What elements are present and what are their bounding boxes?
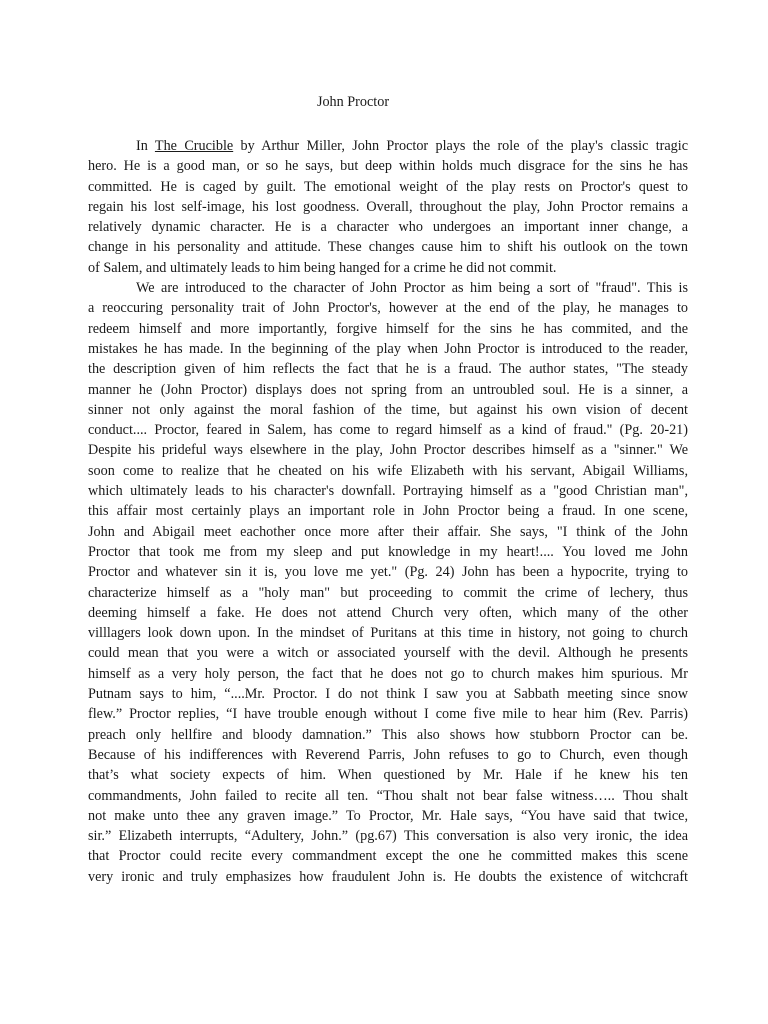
page-title: John Proctor [316,94,390,110]
text-line: that’s what society expects of him. When questioned by Mr. Hale if he knew his ten [88,767,688,784]
text-line: John and Abigail meet eachother once more after their affair. She says, "I think of the John [88,523,688,540]
text-line: sinner not only against the moral fashion of the time, but against his own vision of decent [88,401,688,418]
text-line: the description given of him reflects the fact that he is a fraud. The author states, "The steady [88,361,688,378]
text-line: manner he (John Proctor) displays does not spring from an untroubled soul. He is a sinner, a [88,381,688,398]
text-line: We are introduced to the character of John Proctor as him being a sort of "fraud". This is [136,280,688,297]
text-line: of Salem, and ultimately leads to him being hanged for a crime he did not commit. [88,259,557,276]
text-fragment: In [136,138,155,154]
text-line: hero. He is a good man, or so he says, but deep within holds much disgrace for the sins he has [88,158,688,175]
text-line: that Proctor could recite every commandment except the one he committed makes this scene [88,848,688,865]
text-line: conduct.... Proctor, feared in Salem, has come to regard himself as a kind of fraud." (Pg. 20-21) [88,422,688,439]
text-line: Because of his indifferences with Reverend Parris, John refuses to go to Church, even though [88,746,688,763]
text-line: commandments, John failed to recite all ten. “Thou shalt not bear false witness….. Thou shalt [88,787,688,804]
text-line: preach only hellfire and bloody damnation.” This also shows how stubborn Proctor can be. [88,726,688,743]
text-line: change in his personality and attitude. These changes cause him to shift his outlook on the town [88,239,688,256]
book-title: The Crucible [154,138,234,154]
text-line: Proctor and whatever sin it is, you love me yet." (Pg. 24) John has been a hypocrite, trying to [88,564,688,581]
text-line: Proctor that took me from my sleep and put knowledge in my heart!.... You loved me John [88,543,688,560]
text-line: mistakes he has made. In the beginning of the play when John Proctor is introduced to the reader, [88,340,688,357]
text-line: villlagers look down upon. In the mindset of Puritans at this time in history, not going to church [88,625,688,642]
text-line: sir.” Elizabeth interrupts, “Adultery, John.” (pg.67) This conversation is also very ironic, the idea [88,828,688,845]
text-line: redeem himself and more importantly, forgive himself for the sins he has commited, and the [88,320,688,337]
text-line: which ultimately leads to his character's downfall. Portraying himself as a "good Christian man", [88,483,688,500]
text-line: relatively dynamic character. He is a character who undergoes an important inner change, a [88,219,688,236]
text-line: himself as a very holy person, the fact that he does not go to church makes him spurious. Mr [88,665,688,682]
text-fragment: by Arthur Miller, John Proctor plays the role of the play's classic tragic [233,138,689,154]
text-line: very ironic and truly emphasizes how fraudulent John is. He doubts the existence of witchcraft [88,868,688,885]
text-line: flew.” Proctor replies, “I have trouble enough without I come five mile to hear him (Rev. Parris) [88,706,688,723]
text-line: deeming himself a fake. He does not attend Church very often, which many of the other [88,604,688,621]
essay-body [88,136,688,887]
text-line: regain his lost self-image, his lost goodness. Overall, throughout the play, John Proctor remains a [88,198,688,215]
text-line [88,136,688,156]
text-line: not make unto thee any graven image.” To Proctor, Mr. Hale says, “You have said that twice, [88,807,688,824]
text-line: could mean that you were a witch or associated yourself with the devil. Although he presents [88,645,688,662]
text-line: Putnam says to him, “....Mr. Proctor. I do not think I saw you at Sabbath meeting since snow [88,686,688,703]
text-line: soon come to realize that he cheated on his wife Elizabeth with his servant, Abigail Williams, [88,462,688,479]
text-line: characterize himself as a "holy man" but proceeding to commit the crime of lechery, thus [88,584,688,601]
text-line: committed. He is caged by guilt. The emotional weight of the play rests on Proctor's quest to [88,178,688,195]
text-line: this affair most certainly plays an important role in John Proctor being a fraud. In one scene, [88,503,688,520]
text-line: a reoccuring personality trait of John Proctor's, however at the end of the play, he manages to [88,300,688,317]
text-line: Despite his prideful ways elsewhere in the play, John Proctor describes himself as a "sinner." We [88,442,688,459]
